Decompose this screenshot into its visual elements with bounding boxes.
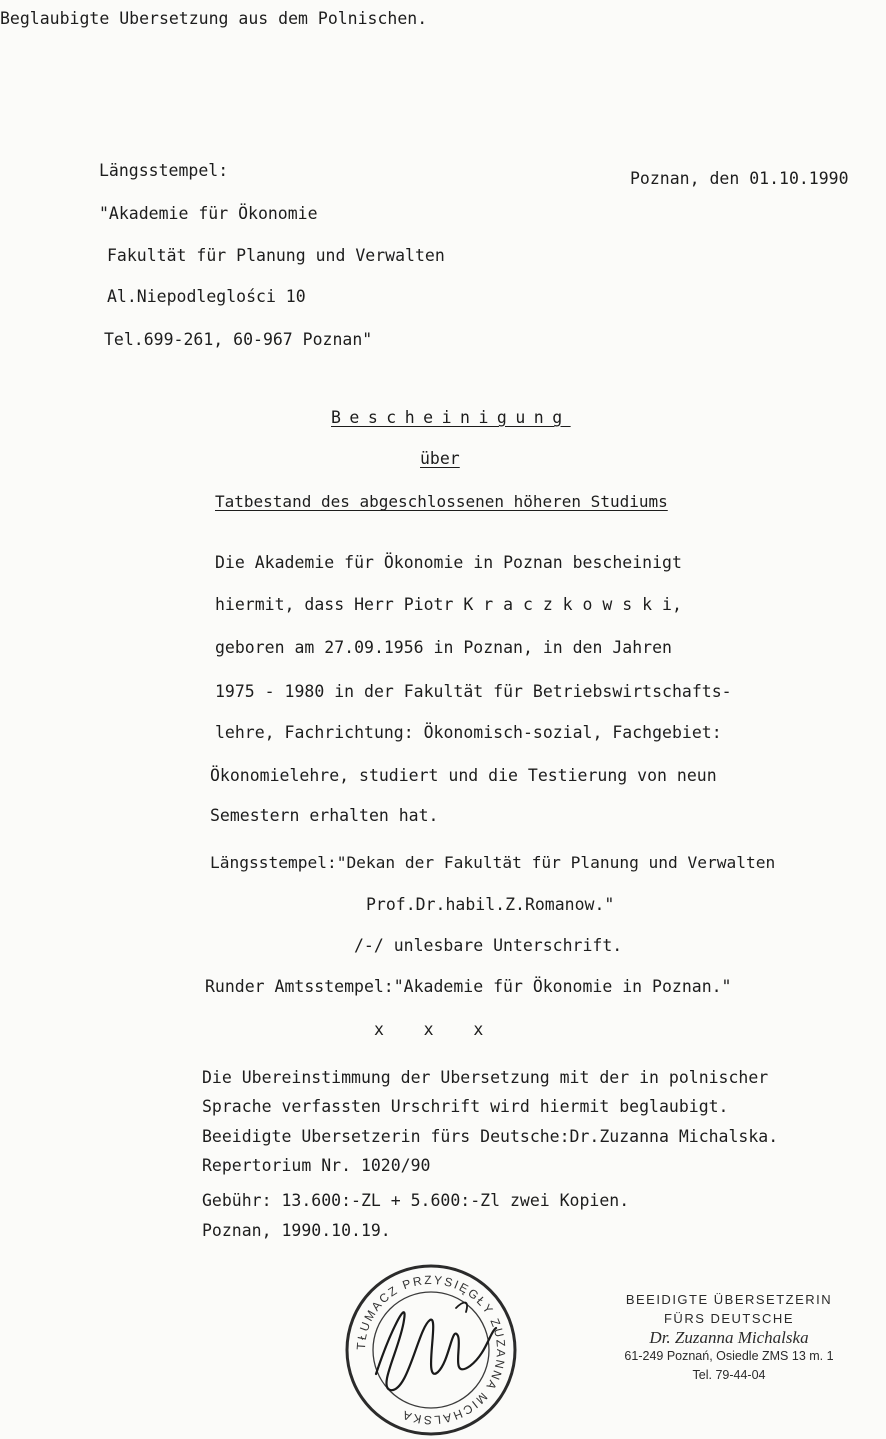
document-title: Bescheinigung	[331, 408, 571, 427]
translator-stamp-line-1: BEEIDIGTE ÜBERSETZERIN	[625, 1292, 833, 1307]
certification-line-3: Beeidigte Ubersetzerin fürs Deutsche:Dr.Zuzanna Michalska.	[202, 1127, 779, 1146]
body-line-2: hiermit, dass Herr Piotr K r a c z k o w s k i,	[215, 595, 682, 614]
title-subject: Tatbestand des abgeschlossenen höheren Studiums	[215, 492, 668, 511]
title-connector: über	[420, 449, 460, 468]
body-line-4: 1975 - 1980 in der Fakultät für Betriebswirtschafts-	[215, 682, 732, 701]
certification-line-5: Gebühr: 13.600:-ZL + 5.600:-Zl zwei Kopien.	[202, 1191, 630, 1210]
signature-stroke	[376, 1312, 496, 1390]
place-date: Poznan, den 01.10.1990	[630, 169, 849, 188]
translator-stamp-name: Dr. Zuzanna Michalska	[649, 1328, 809, 1347]
translator-stamp-line-2: FÜRS DEUTSCHE	[663, 1311, 794, 1326]
body-line-1: Die Akademie für Ökonomie in Poznan bescheinigt	[215, 553, 682, 572]
body-line-7: Semestern erhalten hat.	[210, 806, 439, 825]
body-line-6: Ökonomielehre, studiert und die Testierung von neun	[210, 766, 717, 785]
dean-line-3: /-/ unlesbare Unterschrift.	[354, 936, 623, 955]
document-header: Beglaubigte Ubersetzung aus dem Polnischen.	[0, 9, 428, 28]
stamp-label: Längsstempel:	[99, 161, 229, 180]
translator-stamp-address: 61-249 Poznań, Osiedle ZMS 13 m. 1	[624, 1349, 834, 1363]
certification-line-4: Repertorium Nr. 1020/90	[202, 1156, 431, 1175]
stamp-line-2: Fakultät für Planung und Verwalten	[107, 246, 445, 265]
stamp-line-1: "Akademie für Ökonomie	[99, 204, 318, 223]
dean-line-4: Runder Amtsstempel:"Akademie für Ökonomie in Poznan."	[205, 977, 732, 996]
certification-line-1: Die Ubereinstimmung der Ubersetzung mit der in polnischer	[202, 1068, 769, 1087]
certification-line-2: Sprache verfassten Urschrift wird hiermit beglaubigt.	[202, 1097, 729, 1116]
round-official-stamp	[338, 1262, 524, 1438]
svg-text:TŁUMACZ PRZYSIĘGŁY ZUZANNA MIC: TŁUMACZ PRZYSIĘGŁY ZUZANNA MICHALSKA	[353, 1272, 509, 1428]
dean-line-2: Prof.Dr.habil.Z.Romanow."	[366, 895, 615, 914]
body-line-3: geboren am 27.09.1956 in Poznan, in den Jahren	[215, 638, 672, 657]
dean-line-1: Längsstempel:"Dekan der Fakultät für Planung und Verwalten	[210, 853, 776, 872]
translator-stamp-phone: Tel. 79-44-04	[692, 1368, 766, 1382]
stamp-line-4: Tel.699-261, 60-967 Poznan"	[104, 330, 373, 349]
stamp-line-3: Al.Niepodleglości 10	[107, 287, 306, 306]
certification-line-6: Poznan, 1990.10.19.	[202, 1221, 391, 1240]
body-line-5: lehre, Fachrichtung: Ökonomisch-sozial, Fachgebiet:	[215, 723, 722, 742]
translator-stamp	[594, 1290, 864, 1385]
separator: x x x	[374, 1020, 484, 1039]
